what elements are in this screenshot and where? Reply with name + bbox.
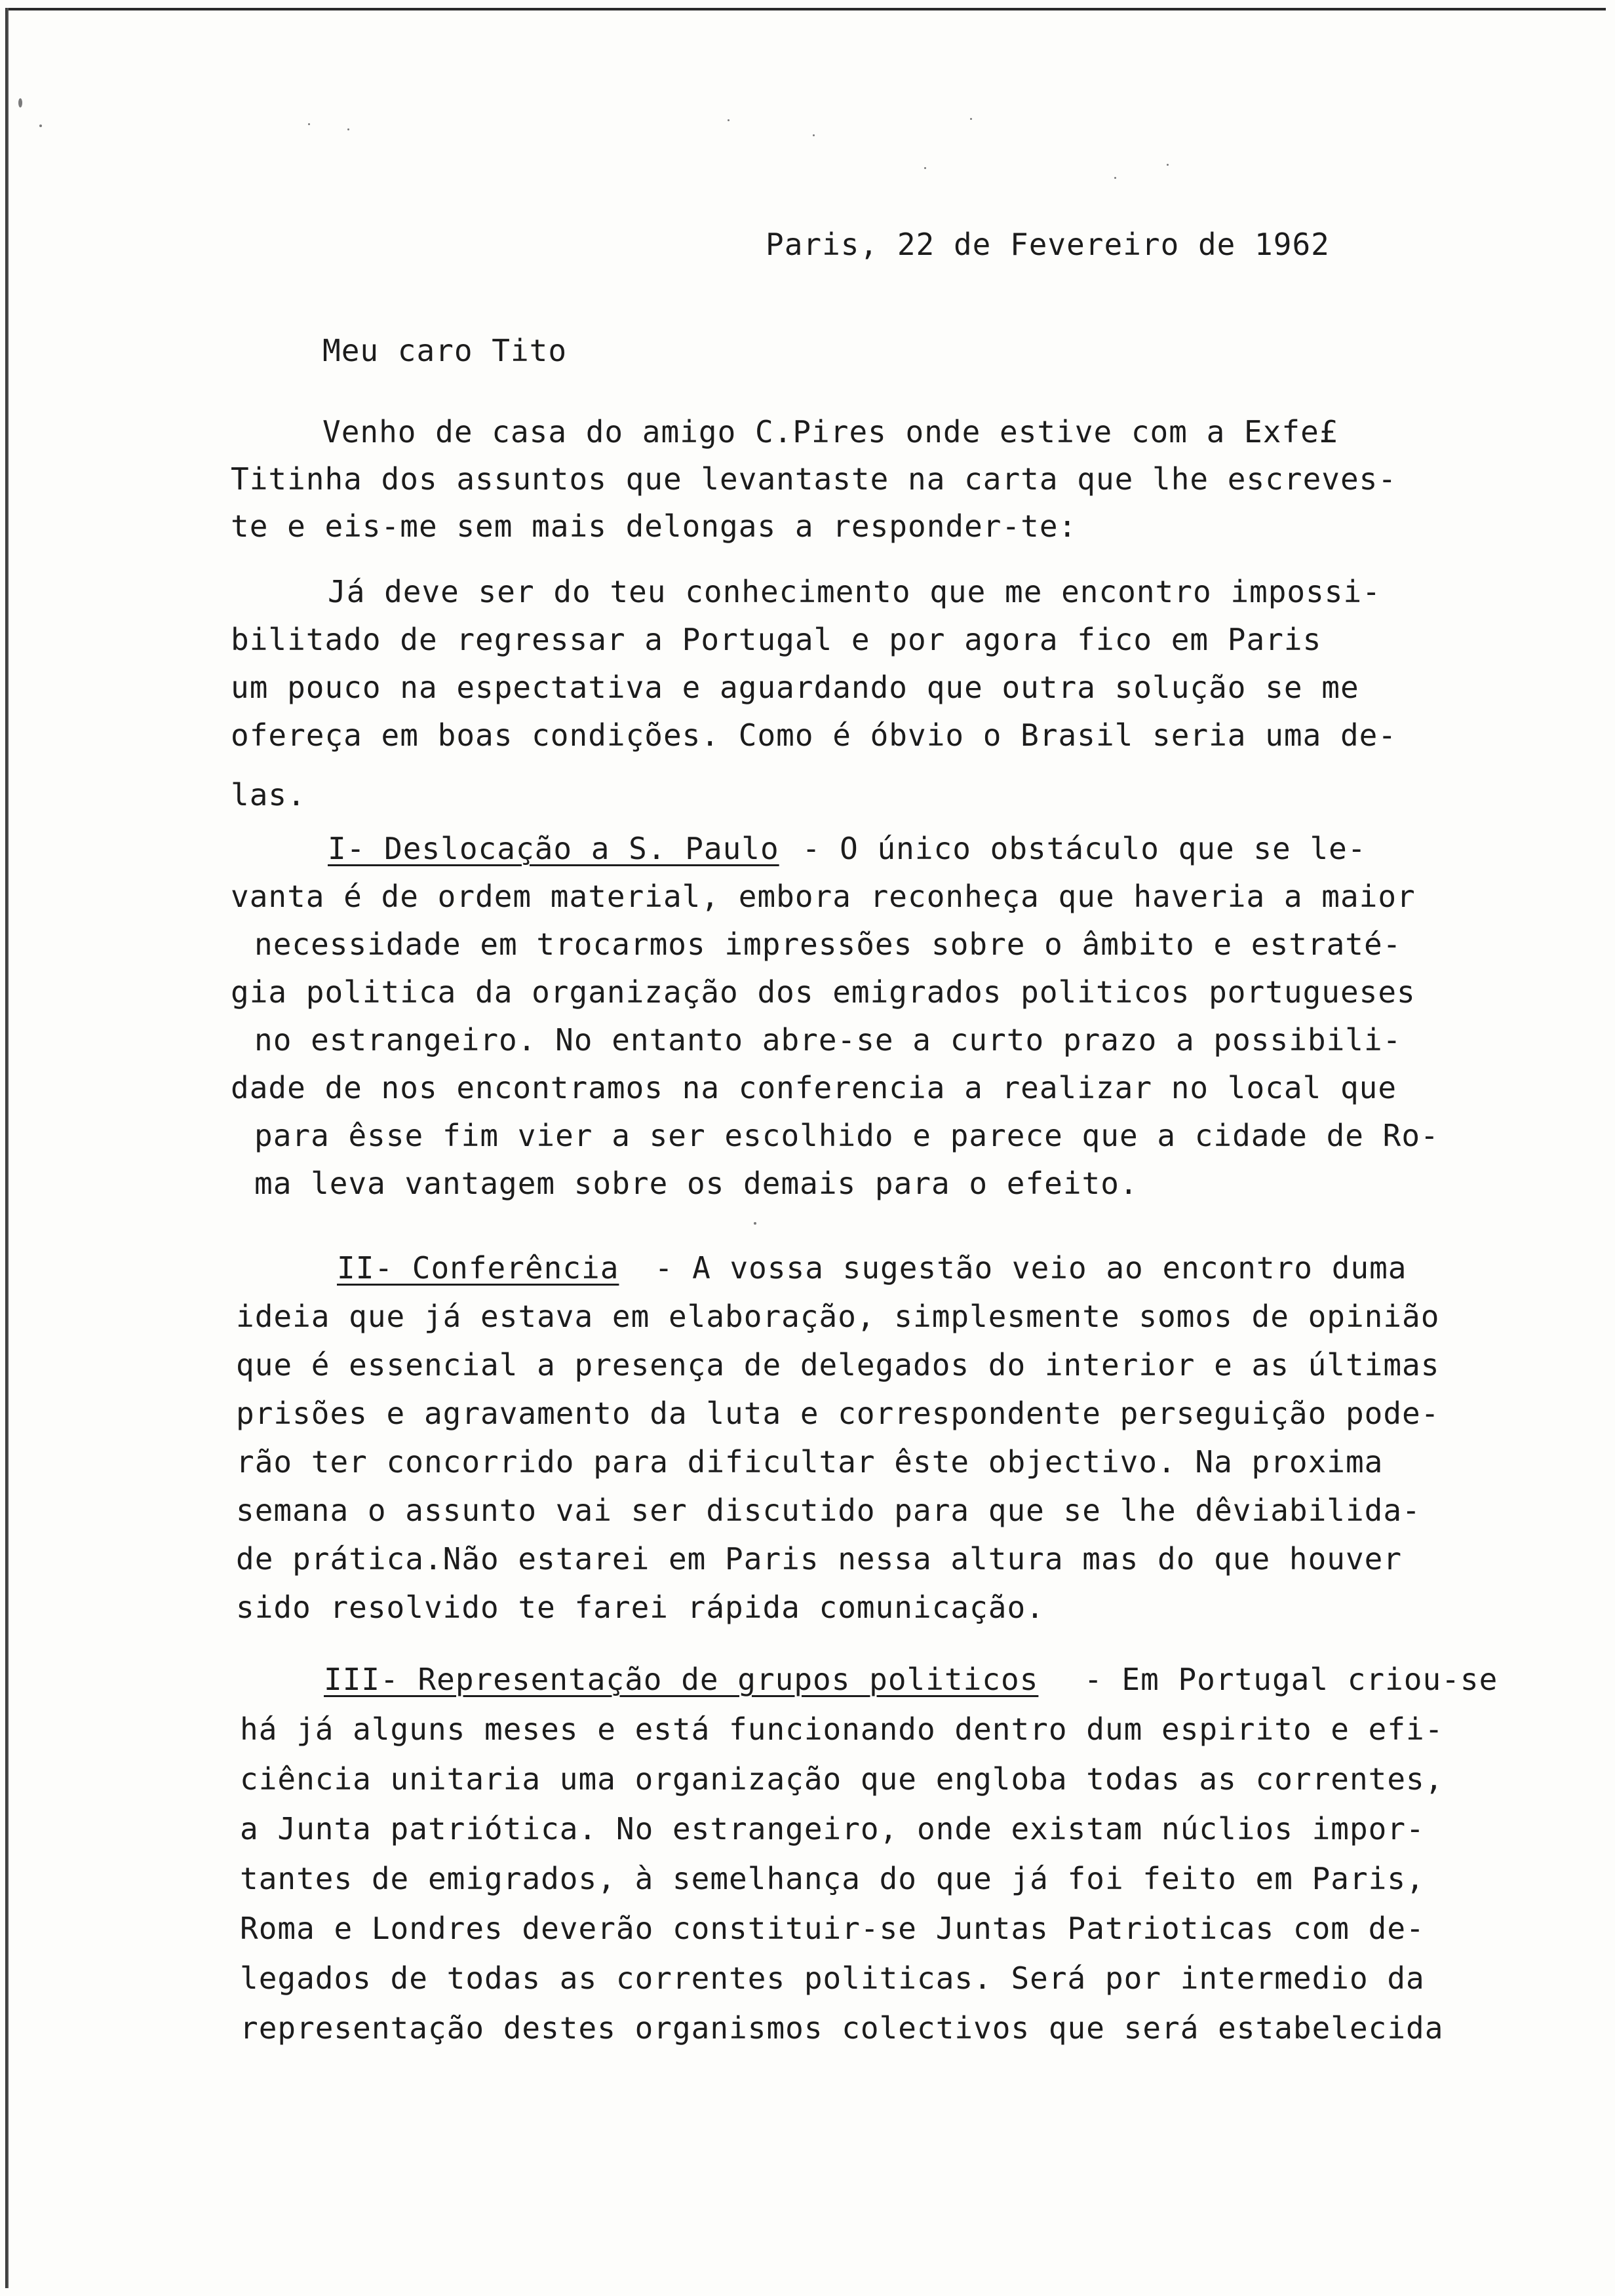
- paragraph-line: Venho de casa do amigo C.Pires onde estive com a Exfe£: [322, 414, 1338, 450]
- paragraph-line: - Em Portugal criou-se: [1084, 1662, 1498, 1697]
- paragraph-line: vanta é de ordem material, embora reconheça que haveria a maior: [231, 879, 1416, 914]
- paragraph-line: Já deve ser do teu conhecimento que me encontro impossi-: [328, 574, 1381, 609]
- paragraph-line: necessidade em trocarmos impressões sobre o âmbito e estraté-: [254, 927, 1402, 962]
- paragraph-line: há já alguns meses e está funcionando dentro dum espirito e efi-: [240, 1712, 1444, 1747]
- scan-speck: [754, 1222, 756, 1225]
- section-heading-representacao: III- Representação de grupos politicos: [324, 1662, 1039, 1697]
- paragraph-line: tantes de emigrados, à semelhança do que já foi feito em Paris,: [240, 1861, 1425, 1896]
- scan-speck: [970, 118, 972, 120]
- scan-speck: [728, 119, 730, 121]
- paragraph-line: - A vossa sugestão veio ao encontro duma: [636, 1250, 1407, 1286]
- paragraph-line: gia politica da organização dos emigrados politicos portugueses: [231, 974, 1416, 1010]
- scan-speck: [347, 128, 349, 130]
- paragraph-line: bilitado de regressar a Portugal e por agora fico em Paris: [231, 622, 1322, 657]
- paragraph-line: que é essencial a presença de delegados do interior e as últimas: [236, 1347, 1440, 1383]
- page-top-edge: [7, 8, 1606, 10]
- paragraph-line: a Junta patriótica. No estrangeiro, onde existam núclios impor-: [240, 1811, 1425, 1846]
- paragraph-line: no estrangeiro. No entanto abre-se a curto prazo a possibili-: [254, 1022, 1402, 1058]
- paragraph-line: Titinha dos assuntos que levantaste na carta que lhe escreves-: [231, 461, 1397, 497]
- paragraph-line: dade de nos encontramos na conferencia a realizar no local que: [231, 1070, 1397, 1105]
- scan-speck: [1167, 164, 1169, 166]
- section-heading-conferencia: II- Conferência: [337, 1250, 619, 1286]
- scan-speck: [1114, 177, 1116, 179]
- paragraph-line: Roma e Londres deverão constituir-se Juntas Patrioticas com de-: [240, 1911, 1425, 1946]
- scan-speck: [18, 98, 22, 107]
- paragraph-line: semana o assunto vai ser discutido para que se lhe dêviabilida-: [236, 1493, 1421, 1528]
- letter-salutation: Meu caro Tito: [322, 333, 568, 368]
- section-heading-deslocacao: I- Deslocação a S. Paulo: [328, 831, 779, 866]
- paragraph-line: sido resolvido te farei rápida comunicação.: [236, 1590, 1045, 1625]
- scan-speck: [813, 134, 815, 136]
- paragraph-line: las.: [231, 777, 306, 813]
- scan-speck: [39, 124, 42, 127]
- paragraph-line: ma leva vantagem sobre os demais para o efeito.: [254, 1166, 1138, 1201]
- paragraph-line: rão ter concorrido para dificultar êste objectivo. Na proxima: [236, 1444, 1384, 1480]
- paragraph-line: ciência unitaria uma organização que engloba todas as correntes,: [240, 1761, 1444, 1797]
- scan-speck: [308, 123, 310, 125]
- paragraph-line: - O único obstáculo que se le-: [783, 831, 1367, 866]
- paragraph-line: te e eis-me sem mais delongas a responder-te:: [231, 508, 1078, 544]
- paragraph-line: legados de todas as correntes politicas. Será por intermedio da: [240, 1961, 1425, 1996]
- page-left-edge: [5, 8, 9, 2288]
- paragraph-line: ideia que já estava em elaboração, simplesmente somos de opinião: [236, 1299, 1440, 1334]
- letter-date: Paris, 22 de Fevereiro de 1962: [766, 227, 1330, 262]
- paragraph-line: ofereça em boas condições. Como é óbvio o Brasil seria uma de-: [231, 718, 1397, 753]
- paragraph-line: representação destes organismos colectivos que será estabelecida: [240, 2010, 1444, 2046]
- paragraph-line: um pouco na espectativa e aguardando que outra solução se me: [231, 670, 1359, 705]
- paragraph-line: prisões e agravamento da luta e correspondente perseguição pode-: [236, 1396, 1440, 1431]
- scan-speck: [924, 167, 926, 169]
- paragraph-line: de prática.Não estarei em Paris nessa altura mas do que houver: [236, 1541, 1403, 1577]
- paragraph-line: para êsse fim vier a ser escolhido e parece que a cidade de Ro-: [254, 1118, 1439, 1153]
